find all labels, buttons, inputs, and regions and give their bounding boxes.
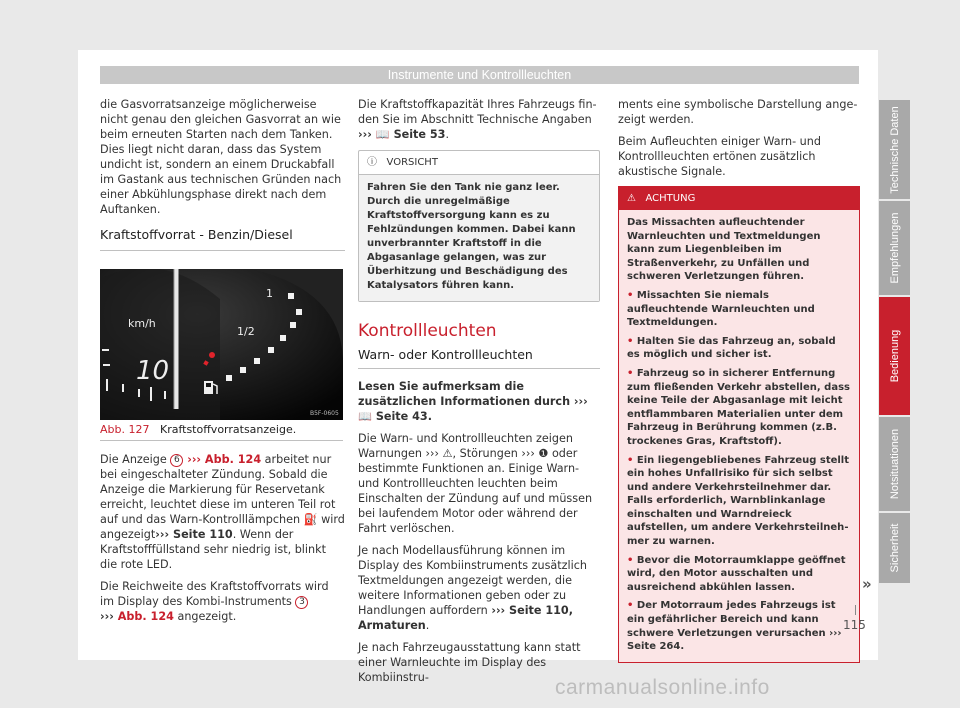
column-1-lower — [100, 452, 345, 631]
tab-notsituationen[interactable]: Notsituationen — [879, 417, 910, 511]
section-title: Kraftstoffvorrat - Benzin/Diesel — [100, 227, 345, 251]
page-ref-link[interactable]: Seite 43. — [371, 410, 432, 423]
warning-item: • Bevor die Motorraumklappe geöffnet wird, den Motor ausschalten und ausreichend abkühlen lassen. — [627, 554, 846, 593]
page-ref-link[interactable]: Seite 53 — [389, 128, 446, 141]
warning-item: • Fahrzeug so in sicherer Entfernung zum fließenden Verkehr abstellen, dass keine Teile der Abgasanlage mit leicht entflammbaren Materialien unter dem Fahrzeug in Berührung kommen (z.B. trockenes Gras, Kraftstoff). — [627, 367, 850, 447]
callout-3: 3 — [295, 596, 308, 609]
watermark: carmanualsonline.info — [555, 676, 770, 699]
scale-full-label: 1 — [266, 287, 273, 300]
book-icon: 📖 — [375, 128, 390, 141]
tab-bedienung[interactable]: Bedienung — [879, 297, 910, 415]
warning-body — [619, 210, 859, 662]
continue-marker: » — [862, 575, 872, 593]
warning-item: • Der Motorraum jedes Fahrzeugs ist ein gefährlicher Bereich und kann schwere Verletzungen verursachen ››› Seite 264. — [627, 600, 842, 653]
text: Die Kraftstoffkapazität Ihres Fahrzeugs finden Sie im Abschnitt Technische Angaben — [358, 98, 597, 126]
notice-icon: ❶ — [538, 447, 549, 460]
figure-ref-link[interactable]: Abb. 124 — [113, 610, 174, 623]
warning-intro: Das Missachten aufleuchtender Warnleuchten und Textmeldungen kann zum Liegenbleiben im Straßenverkehr, zu Unfällen und schweren Verletzungen führen. — [627, 217, 821, 283]
paragraph: Beim Aufleuchten einiger Warn- und Kontrollleuchten ertönen zusätzlich akustische Signale. — [618, 135, 821, 178]
figure-caption — [100, 423, 343, 436]
column-3 — [618, 97, 860, 663]
page-ref-link[interactable]: ››› Seite 110, Armaturen — [358, 604, 573, 632]
ref-arrows: ››› — [358, 128, 376, 141]
figure-label: Abb. 127 — [100, 423, 150, 436]
warning-box — [618, 186, 860, 663]
ref-arrows: ››› — [100, 610, 114, 623]
text: wird angezeigt — [100, 513, 345, 541]
text: arbeitet nur bei eingeschalteter Zündung. Sobald die Anzeige die Markierung für Reservetank erreicht, leuchtet diese im unteren Teil rot auf und das Warn-Kontrolllämpchen — [100, 453, 336, 526]
paragraph: ments eine symbolische Darstellung angezeigt werden. — [618, 98, 858, 126]
scale-half-label: 1/2 — [237, 325, 255, 338]
warning-header — [619, 187, 859, 210]
divider — [855, 605, 856, 615]
section-title: Warn- oder Kontrollleuchten — [358, 347, 600, 369]
fuel-gauge-illustration — [100, 269, 343, 420]
column-2 — [358, 97, 600, 692]
column-1 — [100, 97, 345, 251]
text: Die Reichweite des Kraftstoffvorrats wird im Display des Kombi-Instruments — [100, 580, 329, 608]
text: Die Anzeige — [100, 453, 171, 466]
text: . Wenn der Kraftstofffüllstand sehr niedrig ist, blinkt die rote LED. — [100, 528, 326, 571]
speed-unit: km/h — [128, 317, 156, 330]
figure-code: B5F-0605 — [310, 410, 339, 417]
divider — [100, 440, 343, 441]
chapter-title: Kontrollleuchten — [358, 321, 497, 341]
warning-item: • Ein liegengebliebenes Fahrzeug stellt ein hohes Unfallrisiko für sich selbst und andere Verkehrsteilnehmer dar. Falls erforderlich, Warnblinkanlage einschalten und Warndreieck aufstellen, um andere Verkehrsteilnehmer zu warnen. — [627, 454, 850, 548]
figure-ref-link[interactable]: ››› Abb. 124 — [183, 453, 262, 466]
fuel-gauge-figure — [100, 269, 343, 420]
caution-header — [359, 151, 599, 175]
paragraph: Je nach Fahrzeugausstattung kann statt einer Warnleuchte im Display des Kombiinstru- — [358, 641, 581, 684]
paragraph — [358, 543, 600, 633]
paragraph — [358, 379, 600, 424]
fuel-warning-icon: ⛽ — [303, 513, 318, 526]
text: , Störungen ››› — [452, 447, 539, 460]
figure-caption-text: Kraftstoffvorratsanzeige. — [159, 423, 297, 436]
tab-sicherheit[interactable]: Sicherheit — [879, 513, 910, 583]
warning-item: • Missachten Sie niemals aufleuchtende Warnleuchten und Textmeldungen. — [627, 289, 815, 329]
page-header: Instrumente und Kontrollleuchten — [100, 66, 859, 84]
warning-title: ACHTUNG — [645, 193, 696, 204]
caution-title: VORSICHT — [386, 157, 438, 168]
tab-technische-daten[interactable]: Technische Daten — [879, 100, 910, 199]
speed-value: 10 — [136, 356, 170, 386]
text: Lesen Sie aufmerksam die zusätzlichen Informationen durch ››› — [358, 380, 588, 408]
text: . — [425, 619, 430, 632]
text: oder bestimmte Funktionen an. Einige Warn- und Kontrollleuchten leuchten beim Einschalten der Zündung auf und müssen bei laufendem Motor oder während der Fahrt verlöschen. — [358, 447, 593, 535]
page-ref-link[interactable]: ››› Seite 110 — [155, 528, 233, 541]
text: Je nach Modellausführung können im Display des Kombiinstruments zusätzlich Textmeldungen angezeigt werden, die weitere Informationen geben oder zu Handlungen auffordern — [358, 544, 588, 617]
page-number: 115 — [843, 618, 866, 632]
paragraph: die Gasvorratsanzeige möglicherweise nicht genau den gleichen Gasvorrat an wie beim erneuten Starten nach dem Tanken. Dies liegt nicht daran, dass das System undicht ist, sondern an einem Druckabfall im Gastank aus technischen Gründen nach einer Abkühlungsphase direkt nach dem Auftanken. — [100, 98, 342, 216]
caution-text: Fahren Sie den Tank nie ganz leer. Durch die unregelmäßige Kraftstoffversorgung kann es zu Fehlzündungen kommen. Dabei kann unverbrannter Kraftstoff in die Abgasanlage gelangen, was zur Überhitzung und Beschädigung des Katalysators führen kann. — [359, 175, 599, 301]
text: . — [445, 128, 450, 141]
warning-icon: ⚠ — [442, 447, 453, 460]
paragraph — [358, 431, 600, 536]
tab-empfehlungen[interactable]: Empfehlungen — [879, 201, 910, 295]
text: Die Warn- und Kontrollleuchten zeigen Warnungen ››› — [358, 432, 573, 460]
text: angezeigt. — [173, 610, 237, 623]
paragraph — [358, 97, 600, 142]
callout-6: 6 — [170, 454, 183, 467]
book-icon: 📖 — [358, 410, 372, 423]
paragraph — [100, 579, 345, 624]
warning-icon: ⚠ — [627, 193, 636, 204]
caution-box — [358, 150, 600, 302]
info-icon: ⓘ — [367, 157, 377, 168]
paragraph — [100, 452, 345, 572]
warning-item: • Halten Sie das Fahrzeug an, sobald es möglich und sicher ist. — [627, 335, 836, 361]
